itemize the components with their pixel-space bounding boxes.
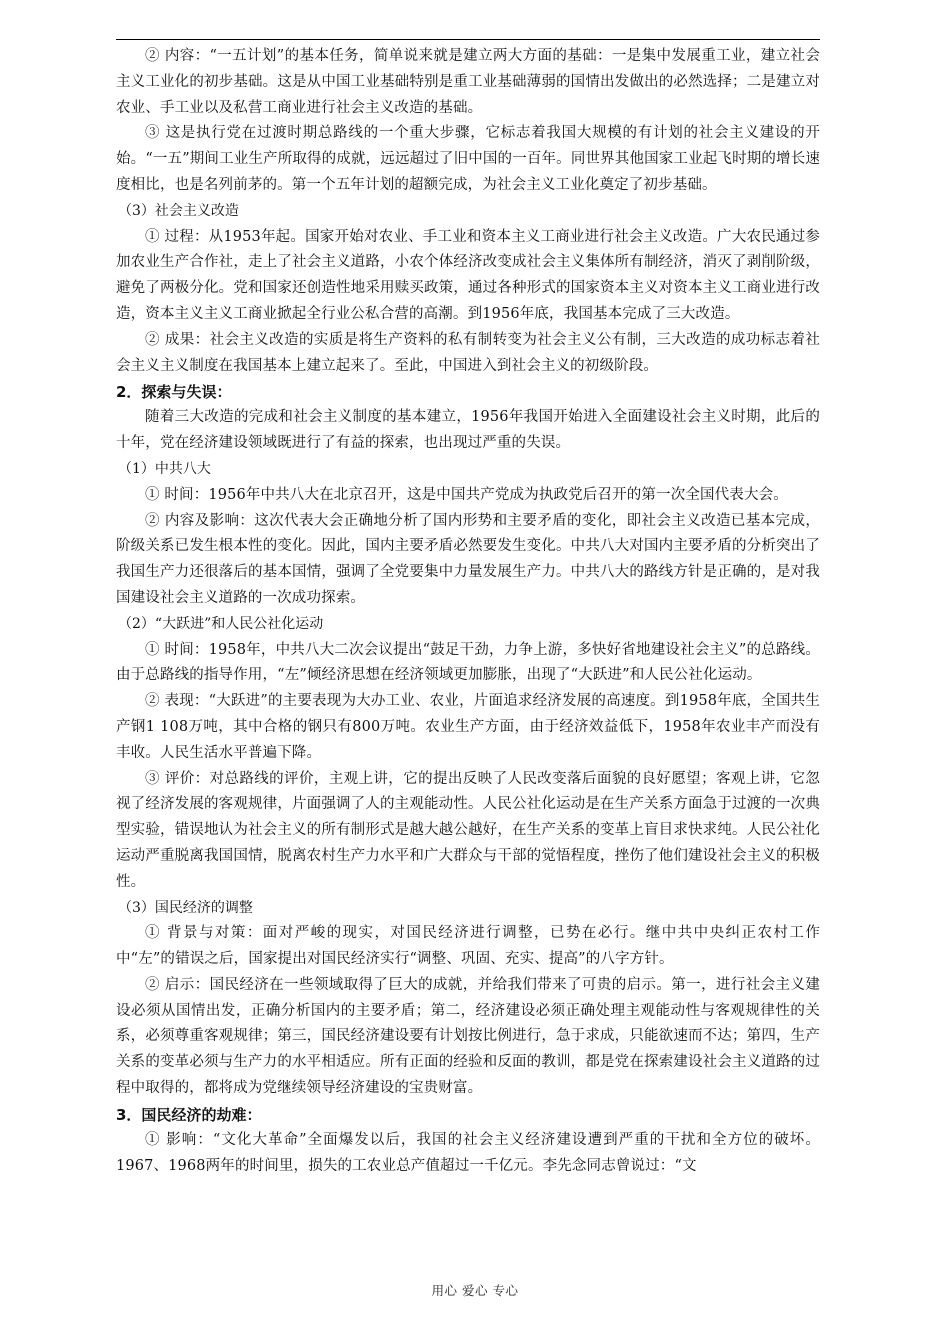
body-paragraph: ② 内容：“一五计划”的基本任务，简单说来就是建立两大方面的基础：一是集中发展重工业，建立社会主义工业化的初步基础。这是从中国工业基础特别是重工业基础薄弱的国情出发做出的必然选择；二是建立对农业、手工业以及私营工商业进行社会主义改造的基础。	[116, 48, 820, 116]
body-paragraph: ② 成果：社会主义改造的实质是将生产资料的私有制转变为社会主义公有制，三大改造的成功标志着社会主义主义制度在我国基本上建立起来了。至此，中国进入到社会主义的初级阶段。	[116, 331, 820, 374]
body-paragraph: ② 内容及影响：这次代表大会正确地分析了国内形势和主要矛盾的变化，即社会主义改造已基本完成，阶级关系已发生根本性的变化。因此，国内主要矛盾必然要发生变化。中共八大对国内主要矛盾的分析突出了我国生产力还很落后的基本国情，强调了全党要集中力量发展生产力。中共八大的路线方针是正确的，是对我国建设社会主义道路的一次成功探索。	[116, 512, 820, 606]
page-footer: 用心 爱心 专心	[431, 1283, 519, 1298]
body-paragraph: ① 时间：1956年中共八大在北京召开，这是中国共产党成为执政党后召开的第一次全国代表大会。	[145, 486, 788, 503]
body-paragraph: 随着三大改造的完成和社会主义制度的基本建立，1956年我国开始进入全面建设社会主义时期，此后的十年，党在经济建设领域既进行了有益的探索，也出现过严重的失误。	[116, 409, 820, 452]
body-paragraph: ③ 评价：对总路线的评价，主观上讲，它的提出反映了人民改变落后面貌的良好愿望；客观上讲，它忽视了经济发展的客观规律，片面强调了人的主观能动性。人民公社化运动是在生产关系方面急于过渡的一次典型实验，错误地认为社会主义的所有制形式是越大越公越好，在生产关系的变革上盲目求快求纯。人民公社化运动严重脱离我国国情，脱离农村生产力水平和广大群众与干部的觉悟程度，挫伤了他们建设社会主义的积极性。	[116, 770, 820, 890]
body-paragraph: ① 时间：1958年，中共八大二次会议提出“鼓足干劲，力争上游，多快好省地建设社会主义”的总路线。由于总路线的指导作用，“左”倾经济思想在经济领域更加膨胀，出现了“大跃进”和人民公社化运动。	[116, 641, 820, 684]
document-body	[116, 44, 820, 1179]
body-paragraph: ① 过程：从1953年起。国家开始对农业、手工业和资本主义工商业进行社会主义改造。广大农民通过参加农业生产合作社，走上了社会主义道路，小农个体经济改变成社会主义集体所有制经济，消灭了剥削阶级，避免了两极分化。党和国家还创造性地采用赎买政策，通过各种形式的国家资本主义对资本主义工商业进行改造，资本主义主义工商业掀起全行业公私合营的高潮。到1956年底，我国基本完成了三大改造。	[116, 228, 820, 322]
body-paragraph: ② 启示：国民经济在一些领域取得了巨大的成就，并给我们带来了可贵的启示。第一，进行社会主义建设必须从国情出发，正确分析国内的主要矛盾；第二，经济建设必须正确处理主观能动性与客观规律性的关系，必须尊重客观规律；第三，国民经济建设要有计划按比例进行，急于求成，只能欲速而不达；第四，生产关系的变革必须与生产力的水平相适应。所有正面的经验和反面的教训，都是党在探索建设社会主义道路的过程中取得的，都将成为党继续领导经济建设的宝贵财富。	[116, 976, 820, 1097]
body-paragraph: ③ 这是执行党在过渡时期总路线的一个重大步骤，它标志着我国大规模的有计划的社会主义建设的开始。“一五”期间工业生产所取得的成就，远远超过了旧中国的一百年。同世界其他国家工业起飞时期的增长速度相比，也是名列前茅的。第一个五年计划的超额完成，为社会主义工业化奠定了初步基础。	[116, 125, 820, 193]
body-paragraph: ① 背景与对策：面对严峻的现实，对国民经济进行调整，已势在必行。继中共中央纠正农村工作中“左”的错误之后，国家提出对国民经济实行“调整、巩固、充实、提高”的八字方针。	[116, 925, 820, 968]
subsection-title: （3）国民经济的调整	[118, 899, 253, 916]
header-rule	[116, 39, 820, 40]
subsection-title: （1）中共八大	[118, 460, 211, 477]
body-paragraph: ① 影响：“文化大革命”全面爆发以后，我国的社会主义经济建设遭到严重的干扰和全方位的破坏。1967、1968两年的时间里，损失的工农业总产值超过一千亿元。李先念同志曾说过：“文	[116, 1131, 820, 1174]
subsection-title: （3）社会主义改造	[118, 202, 239, 219]
section-heading: 2．探索与失误：	[116, 383, 232, 402]
body-paragraph: ② 表现：“大跃进”的主要表现为大办工业、农业，片面追求经济发展的高速度。到1958年底，全国共生产钢1 108万吨，其中合格的钢只有800万吨。农业生产方面，由于经济效益低下，1958年农业丰产而没有丰收。人民生活水平普遍下降。	[116, 693, 820, 761]
section-heading: 3．国民经济的劫难：	[116, 1105, 262, 1124]
subsection-title: （2）“大跃进”和人民公社化运动	[118, 615, 324, 632]
